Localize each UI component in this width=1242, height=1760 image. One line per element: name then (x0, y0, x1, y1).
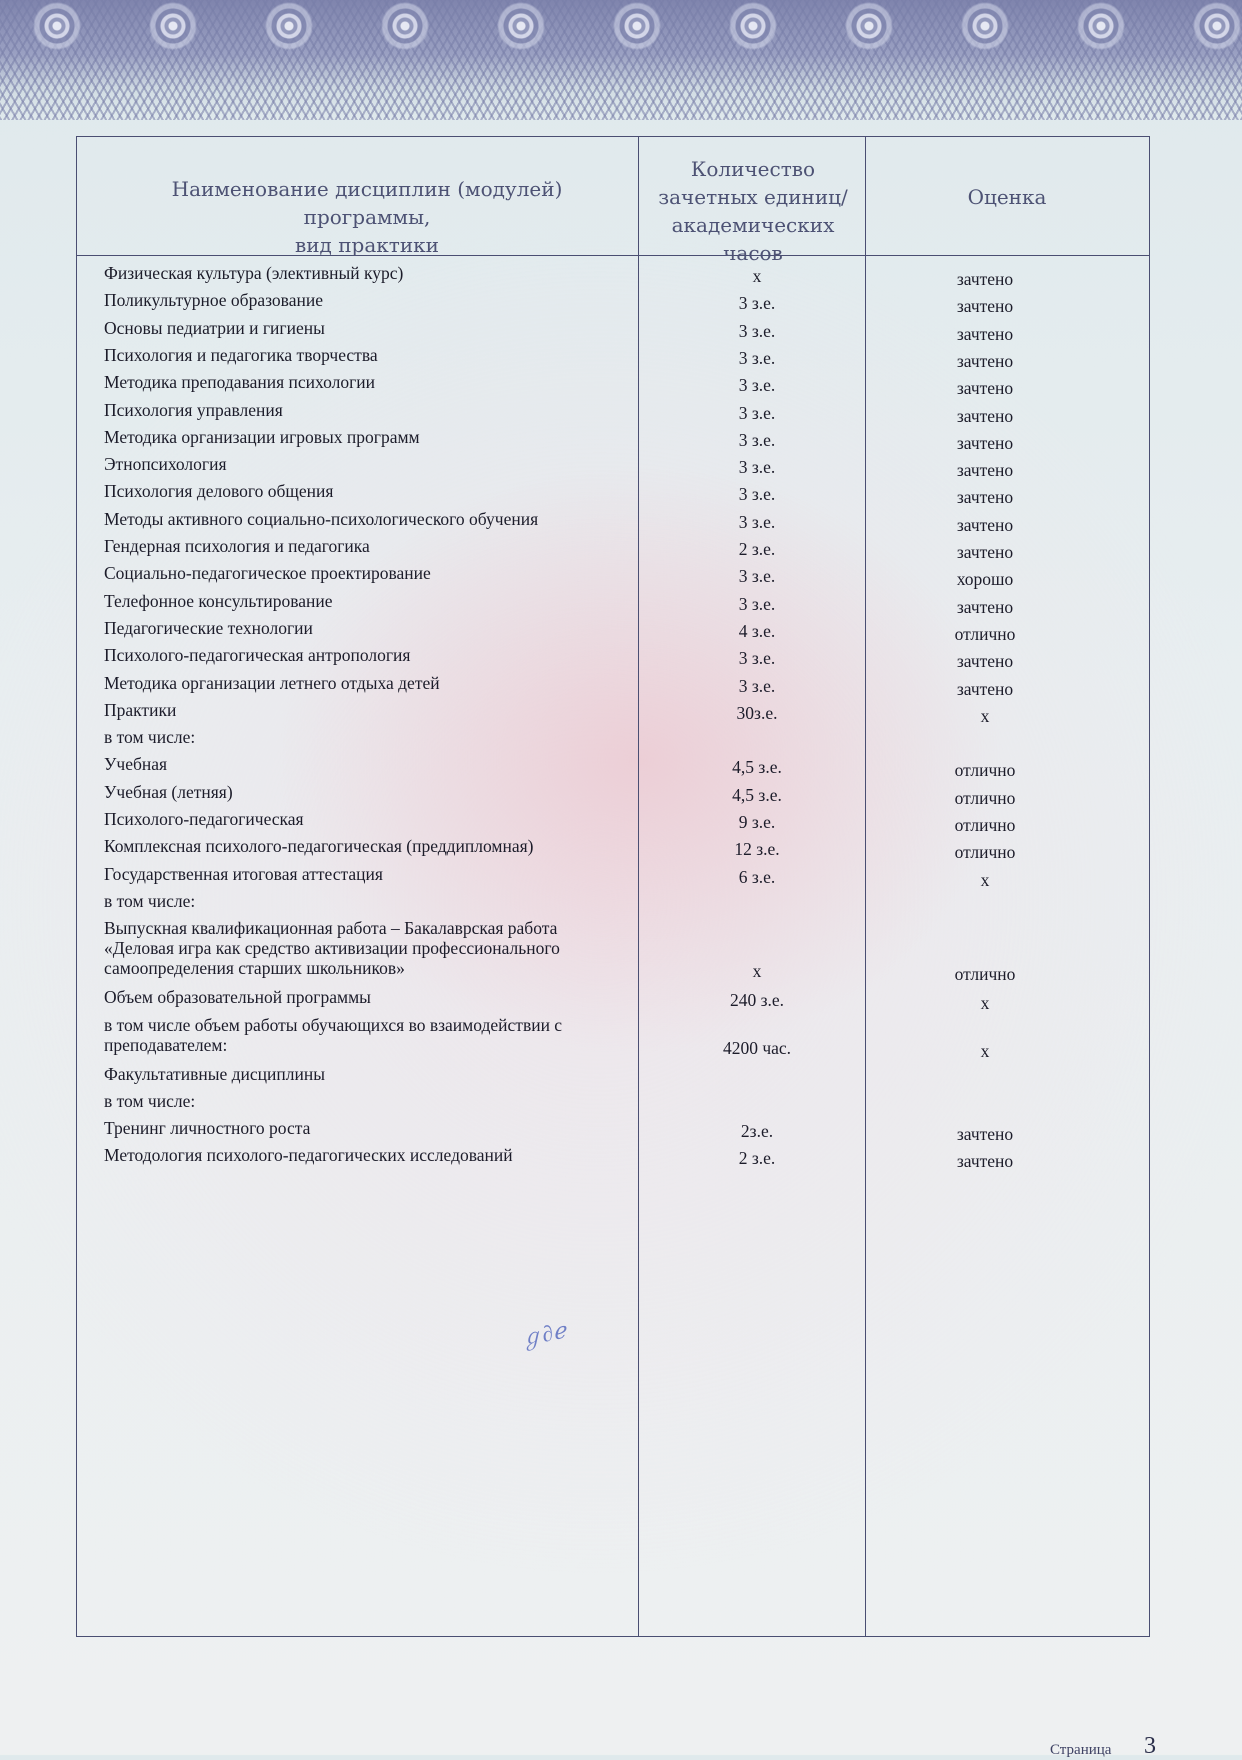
grade-value: зачтено (956, 596, 1014, 617)
table-row (77, 673, 1149, 700)
header-grade: Оценка (967, 185, 1047, 209)
table-row (77, 591, 1149, 618)
grade-value: зачтено (956, 678, 1014, 699)
discipline-name-line: Психология управления (104, 399, 283, 420)
discipline-name-line: самоопределения старших школьников» (104, 958, 405, 979)
discipline-name-line: преподавателем: (104, 1034, 228, 1055)
grade-value: х (980, 1040, 990, 1061)
credits-value: 2з.е. (740, 1121, 774, 1142)
discipline-name (104, 864, 664, 884)
credits-value: 3 з.е. (738, 375, 776, 396)
grade-value: зачтено (956, 432, 1014, 453)
discipline-name-line: Учебная (летняя) (104, 781, 233, 802)
discipline-name-line: Психология и педагогика творчества (104, 344, 378, 365)
table-row (77, 1064, 1149, 1091)
table-row (77, 727, 1149, 754)
discipline-name (104, 263, 664, 283)
discipline-name-line: Социально-педагогическое проектирование (104, 563, 431, 584)
credits-value: х (752, 961, 762, 982)
grade-value: зачтено (956, 405, 1014, 426)
discipline-name (104, 891, 664, 911)
rosette-ornament (840, 2, 898, 50)
table-row (77, 1091, 1149, 1118)
credits-value: 30з.е. (736, 702, 778, 723)
grade-value: зачтено (956, 269, 1014, 289)
credits-value: 12 з.е. (734, 839, 780, 860)
credits-value: 3 з.е. (738, 293, 776, 314)
table-row (77, 809, 1149, 836)
grade-value: хорошо (956, 569, 1014, 590)
discipline-name (104, 918, 664, 978)
rosette-ornament (376, 2, 434, 50)
discipline-name-line: «Деловая игра как средство активизации профессионального (104, 938, 560, 959)
credits-value: 4,5 з.е. (732, 784, 782, 805)
discipline-name (104, 1118, 664, 1138)
credits-value: 9 з.е. (738, 812, 776, 832)
discipline-name-line: Телефонное консультирование (104, 590, 333, 611)
table-row (77, 1015, 1149, 1062)
discipline-name-line: Методология психолого-педагогических исследований (104, 1145, 513, 1166)
discipline-name (104, 1064, 664, 1084)
grade-value: отлично (954, 760, 1016, 781)
discipline-name-line: в том числе: (104, 890, 196, 911)
discipline-name-line: Гендерная психология и педагогика (104, 536, 370, 556)
grade-value: зачтено (956, 1124, 1014, 1145)
grade-value: зачтено (956, 514, 1014, 535)
grade-value: отлично (954, 964, 1016, 985)
credits-value: 3 з.е. (738, 402, 776, 423)
grade-value: зачтено (956, 1151, 1014, 1172)
table-row (77, 918, 1149, 985)
rosette-ornament (1188, 2, 1242, 50)
discipline-name (104, 700, 664, 720)
discipline-name (104, 1015, 664, 1055)
rosette-ornament (492, 2, 550, 50)
discipline-name-line: Методика организации игровых программ (104, 426, 420, 447)
discipline-name-line: Психолого-педагогическая (104, 809, 304, 829)
discipline-name-line: Педагогические технологии (104, 617, 313, 638)
rosette-ornament (956, 2, 1014, 50)
page-label: Страница (1050, 1742, 1112, 1758)
discipline-name (104, 318, 664, 338)
discipline-name (104, 836, 664, 856)
discipline-name (104, 987, 664, 1007)
header-discipline (117, 175, 617, 259)
credits-value: 4,5 з.е. (732, 757, 782, 778)
discipline-name-line: в том числе: (104, 727, 196, 748)
discipline-name (104, 481, 664, 501)
grade-value: зачтено (956, 542, 1014, 562)
table-row (77, 987, 1149, 1014)
credits-value: 4 з.е. (738, 620, 776, 641)
rosette-ornament (608, 2, 666, 50)
rosette-band (0, 0, 1242, 70)
table-row (77, 864, 1149, 891)
rosette-ornament (724, 2, 782, 50)
discipline-name-line: в том числе объем работы обучающихся во взаимодействии с (104, 1014, 563, 1035)
header-credits (647, 155, 859, 267)
discipline-name (104, 372, 664, 392)
table-row (77, 563, 1149, 590)
credits-value: 3 з.е. (738, 457, 776, 478)
discipline-name-line: Основы педиатрии и гигиены (104, 317, 325, 338)
table-row (77, 318, 1149, 345)
discipline-name (104, 1145, 664, 1165)
discipline-name (104, 673, 664, 693)
grade-value: х (980, 869, 990, 890)
grade-value: зачтено (956, 350, 1014, 371)
grade-value: зачтено (956, 378, 1014, 399)
credits-value: 3 з.е. (738, 347, 776, 368)
table-row (77, 836, 1149, 863)
discipline-name-line: Методика преподавания психологии (104, 372, 376, 393)
grade-value: зачтено (956, 296, 1014, 317)
discipline-name (104, 809, 664, 829)
grade-value: зачтено (956, 460, 1014, 481)
table-row (77, 536, 1149, 563)
table-row (77, 645, 1149, 672)
discipline-name-line: Государственная итоговая аттестация (104, 863, 383, 884)
rosette-ornament (260, 2, 318, 50)
header-discipline-line: Наименование дисциплин (модулей) программы, (171, 177, 563, 229)
discipline-name-line: Объем образовательной программы (104, 987, 371, 1008)
discipline-name-line: Факультативные дисциплины (104, 1063, 325, 1084)
header-credits-line: академических часов (671, 213, 835, 265)
table-row (77, 509, 1149, 536)
discipline-name-line: Комплексная психолого-педагогическая (преддипломная) (104, 836, 534, 857)
table-row (77, 1145, 1149, 1172)
table-row (77, 782, 1149, 809)
discipline-name (104, 782, 664, 802)
discipline-name-line: в том числе: (104, 1090, 196, 1111)
discipline-name (104, 645, 664, 665)
table-row (77, 263, 1149, 290)
discipline-name-line: Психолого-педагогическая антропология (104, 645, 411, 666)
discipline-name (104, 754, 664, 774)
rosette-ornament (28, 2, 86, 50)
discipline-name (104, 427, 664, 447)
discipline-name-line: Психология делового общения (104, 481, 334, 502)
table-row (77, 891, 1149, 918)
discipline-name-line: Этнопсихология (104, 454, 227, 475)
grade-value: зачтено (956, 323, 1014, 344)
grade-value: отлично (954, 815, 1016, 835)
credits-value: 2 з.е. (738, 1148, 776, 1169)
discipline-name-line: Методы активного социально-психологического обучения (104, 508, 539, 529)
credits-value: 240 з.е. (729, 990, 785, 1011)
table-row (77, 345, 1149, 372)
credits-value: 3 з.е. (738, 593, 776, 614)
discipline-name (104, 563, 664, 583)
table-row (77, 290, 1149, 317)
grade-value: зачтено (956, 651, 1014, 672)
discipline-name-line: Поликультурное образование (104, 290, 323, 311)
credits-value: 2 з.е. (738, 539, 776, 559)
grade-value: отлично (954, 787, 1016, 808)
table-row (77, 372, 1149, 399)
grade-value: отлично (954, 623, 1016, 644)
credits-value: 3 з.е. (738, 511, 776, 532)
table-row (77, 454, 1149, 481)
credits-value: х (752, 266, 762, 286)
credits-value: 3 з.е. (738, 320, 776, 341)
grade-value: отлично (954, 842, 1016, 863)
grade-value: х (980, 993, 990, 1014)
header-credits-line: Количество (690, 157, 816, 181)
discipline-name (104, 454, 664, 474)
discipline-name (104, 618, 664, 638)
discipline-name (104, 400, 664, 420)
discipline-name-line: Учебная (104, 754, 168, 775)
table-row (77, 400, 1149, 427)
credits-value: 3 з.е. (738, 675, 776, 696)
discipline-name (104, 509, 664, 529)
credits-value: 4200 час. (722, 1037, 792, 1058)
page-number: 3 (1144, 1733, 1156, 1759)
header-discipline-line: вид практики (294, 233, 440, 257)
credits-value: 6 з.е. (738, 866, 776, 887)
discipline-name (104, 290, 664, 310)
rosette-ornament (1072, 2, 1130, 50)
table-row (77, 754, 1149, 781)
credits-value: 3 з.е. (738, 648, 776, 669)
table-row (77, 1118, 1149, 1145)
credits-value: 3 з.е. (738, 566, 776, 587)
grades-table (76, 136, 1150, 1637)
discipline-name (104, 1091, 664, 1111)
grade-value: зачтено (956, 487, 1014, 508)
header-credits-line: зачетных единиц/ (658, 185, 848, 209)
discipline-name-line: Физическая культура (элективный курс) (104, 263, 404, 283)
discipline-name-line: Тренинг личностного роста (104, 1118, 311, 1139)
credits-value: 3 з.е. (738, 484, 776, 505)
discipline-name-line: Методика организации летнего отдыха детей (104, 672, 440, 693)
discipline-name (104, 591, 664, 611)
discipline-name-line: Практики (104, 699, 177, 720)
table-row (77, 427, 1149, 454)
credits-value: 3 з.е. (738, 429, 776, 450)
faint-signature: ℊ∂ℯ (518, 1317, 569, 1352)
discipline-name (104, 536, 664, 556)
table-row (77, 481, 1149, 508)
discipline-name (104, 345, 664, 365)
grade-value: х (980, 705, 990, 726)
table-row (77, 618, 1149, 645)
table-row (77, 700, 1149, 727)
discipline-name-line: Выпускная квалификационная работа – Бакалаврская работа (104, 918, 558, 939)
discipline-name (104, 727, 664, 747)
rosette-ornament (144, 2, 202, 50)
